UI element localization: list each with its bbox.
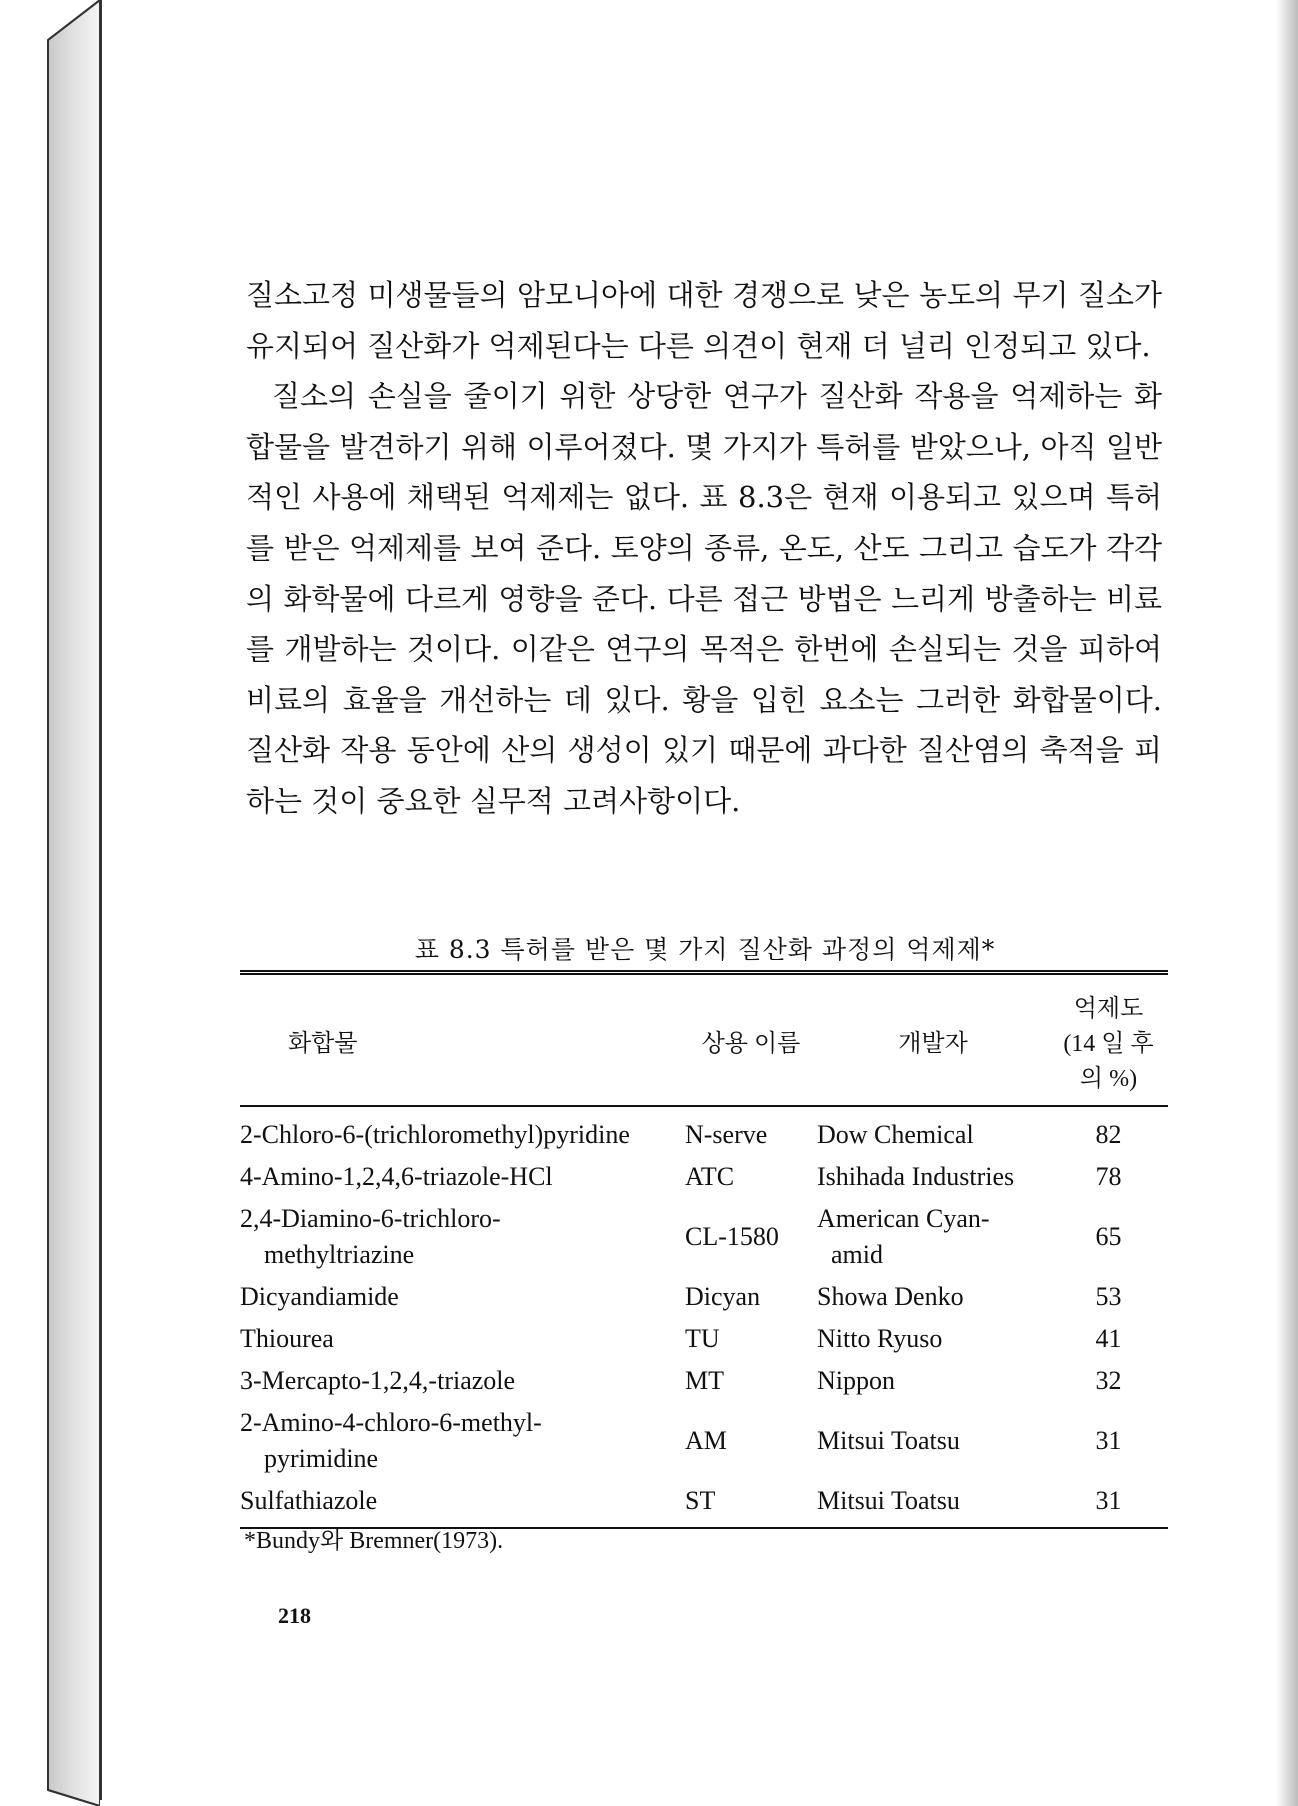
compound-cell: 2-Chloro-6-(trichloromethyl)pyridine: [240, 1120, 630, 1149]
table-row: [240, 1198, 1168, 1276]
compound-line2: methyltriazine: [264, 1240, 415, 1269]
compound-line2: pyrimidine: [264, 1444, 379, 1473]
inhibition-cell: 82: [1095, 1120, 1122, 1149]
table-row: [240, 1402, 1168, 1480]
developer-cell: [817, 1198, 1049, 1276]
developer-cell: Ishihada Industries: [817, 1162, 1015, 1191]
header-inhibition-line3: 의 %): [1079, 1065, 1138, 1092]
developer-cell: Nippon: [817, 1366, 895, 1395]
header-inhibition: [1049, 973, 1168, 1107]
compound-cell: 4-Amino-1,2,4,6-triazole-HCl: [240, 1162, 553, 1191]
body-text: [246, 270, 1162, 827]
table-row: [240, 1360, 1168, 1402]
compound-cell: 3-Mercapto-1,2,4,-triazole: [240, 1366, 516, 1395]
trade-cell: ST: [685, 1480, 817, 1528]
compound-cell: Thiourea: [240, 1324, 334, 1353]
table-footnote: *Bundy와 Bremner(1973).: [244, 1528, 504, 1554]
developer-cell: Dow Chemical: [817, 1120, 974, 1149]
developer-cell: Mitsui Toatsu: [817, 1480, 1049, 1528]
developer-line2: amid: [831, 1240, 883, 1269]
developer-cell: Showa Denko: [817, 1282, 964, 1311]
trade-cell: CL-1580: [685, 1222, 779, 1251]
table-row: [240, 1106, 1168, 1156]
table-header-row: [240, 973, 1168, 1107]
inhibitor-table: [240, 970, 1168, 1529]
inhibition-cell: 41: [1095, 1324, 1122, 1353]
header-compound: 화합물: [240, 973, 685, 1107]
table-caption: 표 8.3 특허를 받은 몇 가지 질산화 과정의 억제제*: [414, 935, 996, 964]
inhibition-cell: 32: [1095, 1366, 1122, 1395]
inhibition-cell: 78: [1095, 1162, 1122, 1191]
trade-cell: ATC: [685, 1162, 735, 1191]
inhibition-cell: 31: [1049, 1480, 1168, 1528]
book-spine-edge: [0, 0, 100, 1806]
compound-line1: 2-Amino-4-chloro-6-methyl-: [240, 1408, 542, 1437]
header-developer: 개발자: [817, 973, 1049, 1107]
table-row: [240, 1156, 1168, 1198]
paragraph-2: 질소의 손실을 줄이기 위한 상당한 연구가 질산화 작용을 억제하는 화합물을 발견하기 위해 이루어졌다. 몇 가지가 특허를 받았으나, 아직 일반적인 사용에 채택된 억제제는 없다. 표 8.3은 현재 이용되고 있으며 특허를 받은 억제제를 보여 준다. 토양의 종류, 온도, 산도 그리고 습도가 각각의 화학물에 다르게 영향을 준다. 다른 접근 방법은 느리게 방출하는 비료를 개발하는 것이다. 이같은 연구의 목적은 한번에 손실되는 것을 피하여 비료의 효율을 개선하는 데 있다. 황을 입힌 요소는 그러한 화합물이다. 질산화 작용 동안에 산의 생성이 있기 때문에 과다한 질산염의 축적을 피하는 것이 중요한 실무적 고려사항이다.: [246, 379, 1162, 818]
compound-cell: [240, 1402, 685, 1480]
developer-cell: Mitsui Toatsu: [817, 1426, 960, 1455]
developer-line1: American Cyan-: [817, 1204, 990, 1233]
page-number: 218: [278, 1603, 311, 1628]
compound-cell: [240, 1198, 685, 1276]
paragraph-1: 질소고정 미생물들의 암모니아에 대한 경쟁으로 낮은 농도의 무기 질소가 유지되어 질산화가 억제된다는 다른 의견이 현재 더 널리 인정되고 있다.: [246, 278, 1162, 363]
compound-line1: 2,4-Diamino-6-trichloro-: [240, 1204, 501, 1233]
table-row: [240, 1318, 1168, 1360]
inhibition-cell: 31: [1095, 1426, 1122, 1455]
header-trade-name: 상용 이름: [685, 973, 817, 1107]
header-inhibition-line2: (14 일 후: [1063, 1030, 1154, 1057]
table-row: [240, 1276, 1168, 1318]
inhibition-cell: 53: [1095, 1282, 1122, 1311]
developer-cell: Nitto Ryuso: [817, 1324, 943, 1353]
compound-cell: Sulfathiazole: [240, 1480, 685, 1528]
compound-cell: Dicyandiamide: [240, 1282, 399, 1311]
inhibition-cell: 65: [1095, 1222, 1122, 1251]
header-inhibition-line1: 억제도: [1073, 995, 1144, 1022]
page-edge-shadow: [1276, 0, 1298, 1806]
trade-cell: AM: [685, 1426, 727, 1455]
trade-cell: MT: [685, 1366, 724, 1395]
trade-cell: N-serve: [685, 1120, 768, 1149]
trade-cell: TU: [685, 1324, 720, 1353]
trade-cell: Dicyan: [685, 1282, 761, 1311]
